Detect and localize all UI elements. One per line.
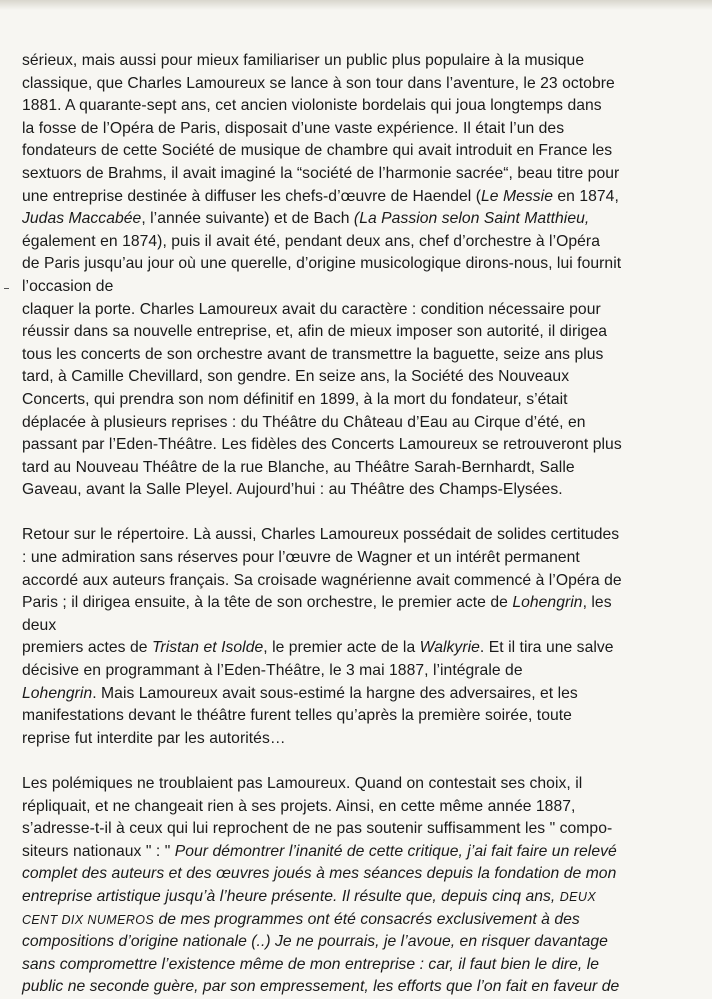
text-line — [22, 818, 682, 841]
text-run: : une admiration sans réserves pour l’œuvre de Wagner et un intérêt permanent — [22, 549, 580, 567]
text-line — [22, 389, 682, 412]
text-run: sextuors de Brahms, il avait imaginé la “société de l’harmonie sacrée“, beau titre pour — [22, 164, 620, 182]
text-line — [22, 796, 682, 819]
margin-mark — [4, 288, 9, 289]
text-line — [22, 186, 682, 209]
text-run: accordé aux auteurs français. Sa croisade wagnérienne avait commencé à l’Opéra de — [22, 571, 622, 589]
text-line — [22, 637, 682, 660]
text-line — [22, 547, 682, 570]
scan-top-edge — [0, 0, 712, 10]
text-line — [22, 231, 682, 254]
text-run: tard, à Camille Chevillard, son gendre. En seize ans, la Société des Nouveaux — [22, 368, 570, 386]
italic-text: Judas Maccabée — [22, 210, 142, 228]
text-line — [22, 841, 682, 864]
text-line — [22, 50, 682, 73]
text-run: reprise fut interdite par les autorités… — [22, 729, 286, 747]
italic-text: entreprise artistique jusqu’à l’heure présente. Il résulte que, depuis cinq ans, — [22, 887, 560, 905]
italic-text: Lohengrin — [512, 594, 583, 612]
text-run: déplacée à plusieurs reprises : du Théâtre du Château d’Eau au Cirque d’été, en — [22, 413, 586, 431]
italic-text: Lohengrin — [22, 684, 93, 702]
italic-text: compositions d’origine nationale (..) Je ne pourrais, je l’avoue, en risquer davantage — [22, 933, 608, 951]
italic-text: Tristan et Isolde — [151, 639, 264, 657]
italic-text: Pour démontrer l’inanité de cette critique, j’ai fait faire un relevé — [174, 842, 617, 860]
text-run: Les polémiques ne troublaient pas Lamoureux. Quand on contestait ses choix, il — [22, 775, 583, 792]
text-line — [22, 344, 682, 367]
text-run: Retour sur le répertoire. Là aussi, Charles Lamoureux possédait de solides certitudes — [22, 526, 620, 544]
text-run: Paris ; il dirigea ensuite, à la tête de son orchestre, le premier acte de — [22, 594, 513, 612]
text-run: décisive en programmant à l’Eden-Théâtre, le 3 mai 1887, l’intégrale de — [22, 662, 523, 680]
text-line — [22, 253, 682, 276]
text-run: deux — [22, 616, 57, 634]
text-run: une entreprise destinée à diffuser les chefs-d’œuvre de Haendel ( — [22, 187, 482, 205]
paragraph — [22, 524, 682, 750]
text-run: Gaveau, avant la Salle Pleyel. Aujourd’hui : au Théâtre des Champs-Elysées. — [22, 481, 563, 499]
text-line — [22, 954, 682, 977]
text-run: répliquait, et ne changeait rien à ses projets. Ainsi, en cette même année 1887, — [22, 797, 576, 815]
text-run: . Mais Lamoureux avait sous-estimé la hargne des adversaires, et les — [92, 684, 578, 702]
italic-text: public ne seconde guère, par son empressement, les efforts que l’on fait en faveur de — [22, 978, 620, 996]
text-run: également en 1874), puis il avait été, pendant deux ans, chef d’orchestre à l’Opéra — [22, 232, 600, 250]
italic-text: CENT DIX NUMEROS — [22, 912, 155, 927]
text-line — [22, 592, 682, 615]
italic-text: Walkyrie — [419, 639, 480, 657]
text-line — [22, 73, 682, 96]
text-line — [22, 479, 682, 502]
text-line — [22, 705, 682, 728]
text-line — [22, 660, 682, 683]
text-line — [22, 728, 682, 751]
text-run: manifestations devant le théâtre furent telles qu’après la première soirée, toute — [22, 707, 572, 725]
text-line — [22, 931, 682, 954]
text-line — [22, 412, 682, 435]
text-run: , l’année suivante) et de Bach — [141, 210, 354, 228]
italic-text: sans compromettre l’existence même de mon entreprise : car, il faut bien le dire, le — [22, 955, 600, 973]
paragraph — [22, 50, 682, 502]
text-line — [22, 886, 682, 909]
text-line — [22, 366, 682, 389]
text-run: , les — [582, 594, 612, 612]
text-line — [22, 208, 682, 231]
italic-text: (La Passion selon Saint Matthieu, — [353, 210, 590, 228]
text-run: réussir dans sa nouvelle entreprise, et, afin de mieux imposer son autorité, il dirigea — [22, 323, 608, 341]
text-run: s’adresse-t-il à ceux qui lui reprochent de ne pas soutenir suffisamment les " compo- — [22, 820, 613, 838]
text-run: claquer la porte. Charles Lamoureux avait du caractère : condition nécessaire pour — [22, 300, 601, 318]
document-body — [22, 50, 682, 999]
text-line — [22, 95, 682, 118]
text-line — [22, 615, 682, 638]
paragraph — [22, 773, 682, 999]
text-line — [22, 140, 682, 163]
text-run: premiers actes de — [22, 639, 152, 657]
text-line — [22, 163, 682, 186]
text-run: 1881. A quarante-sept ans, cet ancien violoniste bordelais qui joua longtemps dans — [22, 97, 602, 115]
italic-text: complet des auteurs et des œuvres joués à mes séances depuis la fondation de mon — [22, 865, 617, 883]
text-line — [22, 773, 682, 796]
text-line — [22, 321, 682, 344]
text-run: . Et il tira une salve — [479, 639, 614, 657]
text-line — [22, 434, 682, 457]
text-run: fondateurs de cette Société de musique de chambre qui avait introduit en France les — [22, 142, 613, 160]
text-run: l’occasion de — [22, 277, 114, 295]
italic-text: DEUX — [559, 889, 597, 904]
text-run: siteurs nationaux " : " — [22, 842, 175, 860]
text-line — [22, 118, 682, 141]
text-line — [22, 276, 682, 299]
text-line — [22, 457, 682, 480]
text-run: Concerts, qui prendra son nom définitif en 1899, à la mort du fondateur, s’était — [22, 390, 568, 408]
text-run: , le premier acte de la — [263, 639, 420, 657]
text-run: de Paris jusqu’au jour où une querelle, d’origine musicologique dirons-nous, lui fournit — [22, 255, 622, 273]
italic-text: de mes programmes ont été consacrés exclusivement à des — [154, 910, 580, 928]
text-line — [22, 570, 682, 593]
text-run: classique, que Charles Lamoureux se lance à son tour dans l’aventure, le 23 octobre — [22, 74, 615, 92]
text-run: la fosse de l’Opéra de Paris, disposait d’une vaste expérience. Il était l’un des — [22, 119, 565, 137]
italic-text: Le Messie — [481, 187, 553, 205]
text-line — [22, 299, 682, 322]
text-run: sérieux, mais aussi pour mieux familiariser un public plus populaire à la musique — [22, 52, 585, 69]
text-line — [22, 683, 682, 706]
text-run: passant par l’Eden-Théâtre. Les fidèles des Concerts Lamoureux se retrouveront plus — [22, 436, 622, 454]
text-run: tous les concerts de son orchestre avant de transmettre la baguette, seize ans plus — [22, 345, 604, 363]
text-run: tard au Nouveau Théâtre de la rue Blanche, au Théâtre Sarah-Bernhardt, Salle — [22, 458, 575, 476]
text-line — [22, 863, 682, 886]
text-line — [22, 909, 682, 932]
text-line — [22, 524, 682, 547]
text-run: en 1874, — [552, 187, 619, 205]
